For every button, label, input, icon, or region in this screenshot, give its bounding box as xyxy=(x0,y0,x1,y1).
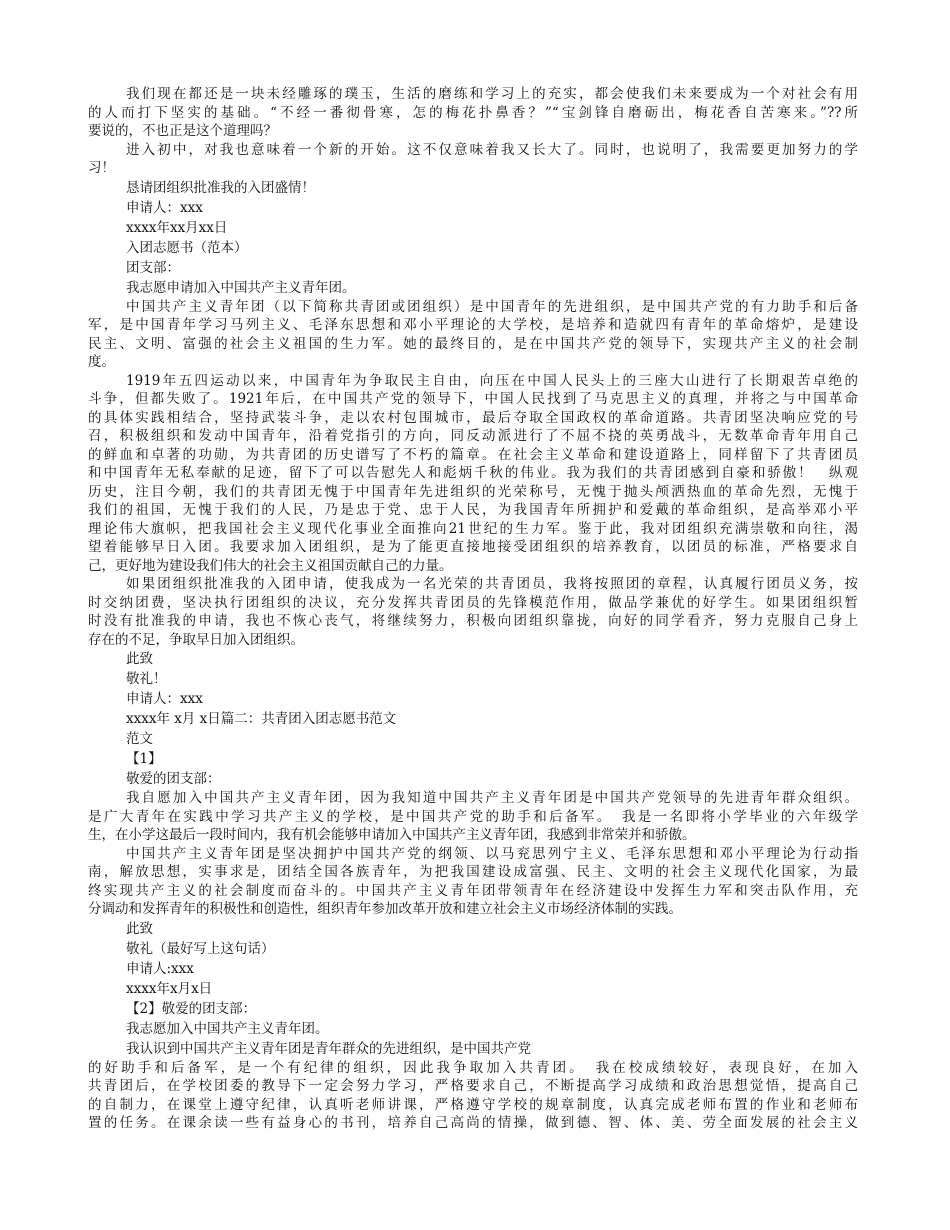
paragraph-line: 置的任务。在课余读一些有益身心的书刊，培养自己高尚的情操，做到德、智、体、美、劳全面发展的社会主义 xyxy=(88,1115,858,1131)
paragraph-line: 终实现共产主义的社会制度而奋斗的。中国共产主义青年团带领青年在经济建设中发挥生力军和突击队作用，充 xyxy=(88,882,858,899)
paragraph-line: 的具体实践相结合，坚持武装斗争，走以农村包围城市，最后夺取全国政权的革命道路。共青团坚决响应党的号 xyxy=(88,409,858,426)
paragraph-line: 共青团后，在学校团委的教导下一定会努力学习，严格要求自己，不断提高学习成绩和政治思想觉悟，提高自己 xyxy=(88,1078,858,1094)
text-line: 恳请团组织批准我的入团盛情！ xyxy=(126,179,315,196)
paragraph-line: 时没有批准我的申请，我也不恢心丧气，将继续努力，积极向团组织靠拢，向好的同学看齐，努力克服自己身上 xyxy=(88,613,858,629)
paragraph-line: 民主、文明、富强的社会主义祖国的生力军。她的最终目的，是在中国共产党的领导下，实现共产主义的社会制 xyxy=(88,335,858,352)
text-line: 入团志愿书（范本） xyxy=(126,239,248,256)
paragraph xyxy=(88,575,858,649)
paragraph xyxy=(88,85,858,141)
paragraph-line: 的好助手和后备军，是一个有纪律的组织，因此我争取加入共青团。 我在校成绩较好，表现良好，在加入 xyxy=(88,1059,858,1076)
paragraph xyxy=(88,372,858,576)
paragraph-line: 进入初中，对我也意味着一个新的开始。这不仅意味着我又长大了。同时，也说明了，我需要更加努力的学 xyxy=(126,141,858,158)
paragraph-line: 习！ xyxy=(88,160,115,176)
paragraph-line: 南，解放思想，实事求是，团结全国各族青年，为把我国建设成富强、民主、文明的社会主义现代化国家，为最 xyxy=(88,864,858,880)
text-line: 敬礼！ xyxy=(126,671,167,687)
paragraph-line: 我们现在都还是一块未经雕琢的璞玉，生活的磨练和学习上的充实，都会使我们未来要成为一个对社会有用 xyxy=(126,86,858,102)
paragraph xyxy=(88,141,858,178)
paragraph-line: 分调动和发挥青年的积极性和创造性，组织青年参加改革开放和建立社会主义市场经济体制的实践。 xyxy=(88,901,682,917)
paragraph-line: 的人而打下坚实的基础。“不经一番彻骨寒，怎的梅花扑鼻香？”“宝剑锋自磨砺出，梅花香自苦寒来。”??所 xyxy=(88,104,858,121)
paragraph-line: 是广大青年在实践中学习共产主义的学校，是中国共产党的助手和后备军。 我是一名即将小学毕业的六年级学 xyxy=(88,808,858,825)
text-line: 团支部： xyxy=(126,259,180,276)
paragraph-line: 如果团组织批准我的入团申请，使我成为一名光荣的共青团员，我将按照团的章程，认真履行团员义务，按 xyxy=(126,576,858,592)
paragraph-line: 斗争，但都失败了。1921年后，在中国共产党的领导下，中国人民找到了马克思主义的真理，并将之与中国革命 xyxy=(88,391,858,407)
paragraph-line: 的鲜血和卓著的功勋，为共青团的历史谱写了不朽的篇章。在社会主义革命和建设道路上，同样留下了共青团员 xyxy=(88,446,858,463)
paragraph-line: 中国共产主义青年团（以下简称共青团或团组织）是中国青年的先进组织，是中国共产党的有力助手和后备 xyxy=(126,298,858,315)
paragraph-line: 军，是中国青年学习马列主义、毛泽东思想和邓小平理论的大学校，是培养和造就四有青年的革命熔炉，是建设 xyxy=(88,317,858,333)
document-body xyxy=(88,85,858,1133)
text-line: xxxx年 x月 x日篇二：共青团入团志愿书范文 xyxy=(126,711,397,727)
paragraph-line: 我自愿加入中国共产主义青年团，因为我知道中国共产主义青年团是中国共产党领导的先进青年群众组织。 xyxy=(126,790,858,806)
paragraph xyxy=(88,845,858,919)
text-line: 我认识到中国共产主义青年团是青年群众的先进组织，是中国共产党 xyxy=(126,1040,531,1057)
paragraph xyxy=(88,1059,858,1133)
paragraph-line: 召，积极组织和发动中国青年，沿着党指引的方向，同反动派进行了不屈不挠的英勇战斗，无数革命青年用自己 xyxy=(88,428,858,444)
paragraph-line: 和中国青年无私奉献的足迹，留下了可以告慰先人和彪炳千秋的伟业。我为我们的共青团感到自豪和骄傲！ 纵观 xyxy=(88,465,858,481)
text-line: 申请人：xxx xyxy=(126,691,203,707)
paragraph-line: 理论伟大旗帜，把我国社会主义现代化事业全面推向21世纪的生力军。鉴于此，我对团组织充满崇敬和向往，渴 xyxy=(88,520,858,537)
paragraph-line: 我们的祖国，无愧于我们的人民，乃是忠于党、忠于人民，为我国青年所拥护和爱戴的革命组织，是高举邓小平 xyxy=(88,502,858,518)
paragraph-line: 己，更好地为建设我们伟大的社会主义祖国贡献自己的力量。 xyxy=(88,557,453,574)
paragraph-line: 望着能够早日入团。我要求加入团组织，是为了能更直接地接受团组织的培养教育，以团员的标准，严格要求自 xyxy=(88,539,858,555)
text-line: xxxx年xx月xx日 xyxy=(126,219,228,236)
paragraph-line: 时交纳团费，坚决执行团组织的决议，充分发挥共青团员的先锋模范作用，做品学兼优的好学生。如果团组织暂 xyxy=(88,594,858,611)
text-line: 申请人：xxx xyxy=(126,199,203,216)
text-line: 我志愿加入中国共产主义青年团。 xyxy=(126,1020,329,1037)
text-line: 【1】 xyxy=(126,751,162,767)
text-line: 【2】敬爱的团支部： xyxy=(126,1000,257,1017)
paragraph-line: 中国共产主义青年团是坚决拥护中国共产党的纲领、以马兖思列宁主义、毛泽东思想和邓小平理论为行动指 xyxy=(126,845,858,862)
paragraph-line: 度。 xyxy=(88,354,115,370)
paragraph-line: 的自制力，在课堂上遵守纪律，认真听老师讲课，严格遵守学校的规章制度，认真完成老师布置的作业和老师布 xyxy=(88,1096,858,1113)
text-line: 此致 xyxy=(126,651,153,667)
paragraph-line: 1919年五四运动以来，中国青年为争取民主自由，向压在中国人民头上的三座大山进行了长期艰苦卓绝的 xyxy=(126,372,858,389)
text-line: 申请人:xxx xyxy=(126,960,194,977)
text-line: 我志愿申请加入中国共产主义青年团。 xyxy=(126,279,356,296)
paragraph-line: 历史，注目今朝，我们的共青团无愧于中国青年先进组织的光荣称号，无愧于抛头颅洒热血的革命先烈，无愧于 xyxy=(88,483,858,500)
text-line: 敬爱的团支部： xyxy=(126,771,221,787)
text-line: 此致 xyxy=(126,920,153,937)
text-line: xxxx年x月x日 xyxy=(126,980,213,997)
text-line: 敬礼（最好写上这句话） xyxy=(126,940,275,957)
paragraph-line: 要说的，不也正是这个道理吗？ xyxy=(88,123,277,139)
text-line: 范文 xyxy=(126,731,153,747)
paragraph-line: 生，在小学这最后一段时间内，我有机会能够申请加入中国共产主义青年团，我感到非常荣并和骄傲。 xyxy=(88,827,696,843)
paragraph-line: 存在的不足，争取早日加入团组织。 xyxy=(88,631,304,648)
paragraph xyxy=(88,298,858,372)
paragraph xyxy=(88,789,858,845)
